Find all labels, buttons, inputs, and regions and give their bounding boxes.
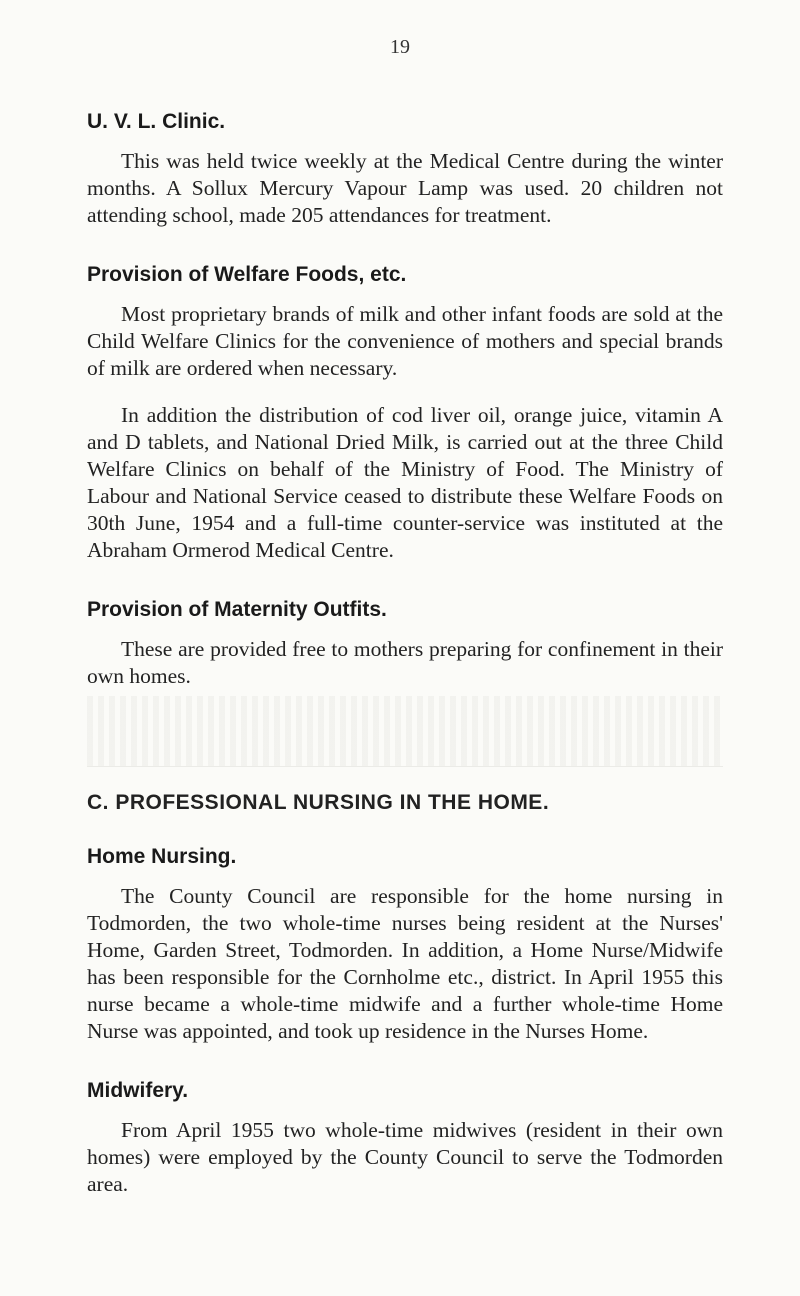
uvl-clinic-heading: U. V. L. Clinic. (87, 110, 226, 133)
midwifery-paragraph: From April 1955 two whole-time midwives (resident in their own homes) were employed by the County Council to serve the Todmorden area. (87, 1118, 723, 1196)
professional-nursing-heading: C. PROFESSIONAL NURSING IN THE HOME. (87, 791, 550, 814)
home-nursing-paragraph: The County Council are responsible for the home nursing in Todmorden, the two whole-time nurses being resident at the Nurses' Home, Garden Street, Todmorden. In addition, a Home Nurse/Midwife has been responsible for the Cornholme etc., district. In April 1955 this nurse became a whole-time midwife and a further whole-time Home Nurse was appointed, and took up residence in the Nurses Home. (87, 884, 723, 1043)
welfare-foods-paragraph-2: In addition the distribution of cod liver oil, orange juice, vitamin A and D tablets, and National Dried Milk, is carried out at the three Child Welfare Clinics on behalf of the Ministry of Food. The Ministry of Labour and National Service ceased to distribute these Welfare Foods on 30th June, 1954 and a full-time counter-service was instituted at the Abraham Ormerod Medical Centre. (87, 403, 723, 562)
bleed-through-area (87, 696, 723, 767)
page-number: 19 (390, 36, 410, 58)
uvl-clinic-paragraph: This was held twice weekly at the Medical Centre during the winter months. A Sollux Mercury Vapour Lamp was used. 20 children not attending school, made 205 attendances for treatment. (87, 149, 723, 227)
midwifery-heading: Midwifery. (87, 1079, 189, 1102)
welfare-foods-heading: Provision of Welfare Foods, etc. (87, 263, 407, 286)
maternity-outfits-paragraph: These are provided free to mothers preparing for confinement in their own homes. (87, 637, 723, 688)
welfare-foods-paragraph-1: Most proprietary brands of milk and other infant foods are sold at the Child Welfare Clinics for the convenience of mothers and special brands of milk are ordered when necessary. (87, 302, 723, 380)
maternity-outfits-heading: Provision of Maternity Outfits. (87, 598, 387, 621)
page-body (87, 110, 723, 1218)
home-nursing-heading: Home Nursing. (87, 845, 237, 868)
